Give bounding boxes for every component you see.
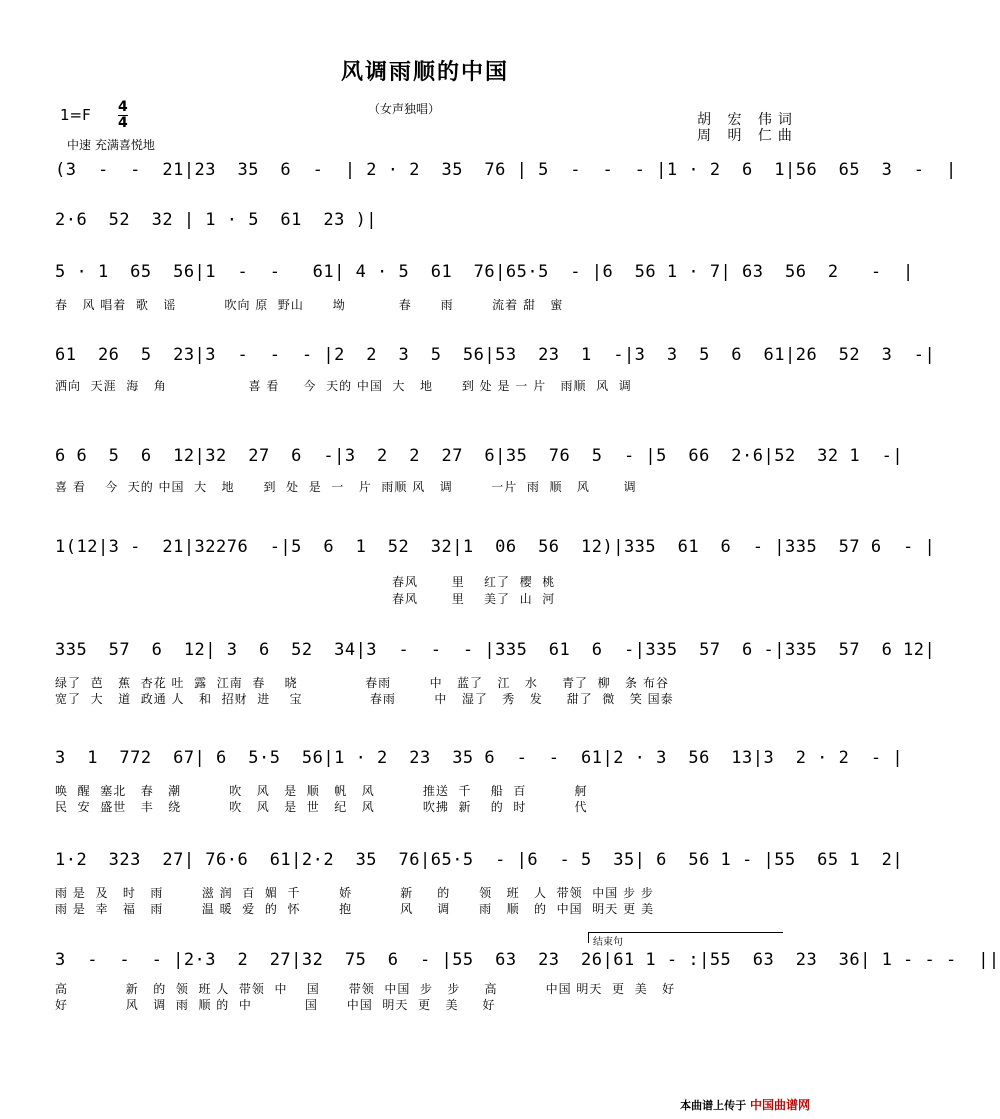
- lyric-line-9b: 雨 是 幸 福 雨 温 暖 爱 的 怀 抱 风 调 雨 顺 的 中国 明天 更 美: [55, 902, 654, 916]
- score-line-9: 1·2 323 27| 76·6 61|2·2 35 76|65·5 - |6 - 5 35| 6 56 1 - |55 65 1 2|: [55, 850, 904, 870]
- lyric-line-10b: 好 风 调 雨 顺 的 中 国 中国 明天 更 美 好: [55, 998, 496, 1012]
- lyric-line-7b: 宽了 大 道 政通 人 和 招财 进 宝 春雨 中 湿了 秀 发 甜了 微 笑 国泰: [55, 692, 674, 706]
- tempo-marking: 中速 充满喜悦地: [67, 138, 155, 152]
- time-signature: [118, 100, 128, 131]
- key-signature: 1=F: [60, 106, 91, 124]
- score-line-1: (3 - - 21|23 35 6 - | 2 · 2 35 76 | 5 - - - |1 · 2 6 1|56 65 3 - |: [55, 160, 957, 180]
- lyricist-credit: 胡 宏 伟词: [697, 112, 798, 128]
- footer-brand-logo[interactable]: 中国曲谱网: [749, 1098, 810, 1112]
- score-line-5: 6 6 5 6 12|32 27 6 -|3 2 2 27 6|35 76 5 - |5 66 2·6|52 32 1 -|: [55, 446, 904, 466]
- time-signature-bottom: 4: [118, 115, 128, 131]
- lyric-line-10a: 高 新 的 领 班 人 带领 中 国 带领 中国 步 步 高 中国 明天 更 美 好: [55, 982, 676, 996]
- lyric-line-4a: 洒向 天涯 海 角 喜 看 今 天的 中国 大 地 到 处 是 一 片 雨顺 风 调: [55, 379, 632, 393]
- lyric-line-8a: 唤 醒 塞北 春 潮 吹 风 是 顺 帆 风 推送 千 船 百 舸: [55, 784, 588, 798]
- lyric-line-9a: 雨 是 及 时 雨 滋 润 百 媚 千 娇 新 的 领 班 人 带领 中国 步 步: [55, 886, 654, 900]
- lyric-line-3a: 春 风 唱着 歌 谣 吹向 原 野山 坳 春 雨 流着 甜 蜜: [55, 298, 564, 312]
- lyric-line-6a: 春风 里 红了 樱 桃: [55, 575, 556, 589]
- lyric-line-7a: 绿了 芭 蕉 杏花 吐 露 江南 春 晓 春雨 中 蓝了 江 水 青了 柳 条 布谷: [55, 676, 669, 690]
- composer-credit: 周 明 仁曲: [697, 128, 798, 144]
- lyric-line-5a: 喜 看 今 天的 中国 大 地 到 处 是 一 片 雨顺 风 调 一片 雨 顺 风 调: [55, 480, 637, 494]
- time-signature-top: 4: [118, 99, 128, 115]
- lyric-line-6b: 春风 里 美了 山 河: [55, 592, 556, 606]
- score-line-7: 335 57 6 12| 3 6 52 34|3 - - - |335 61 6 -|335 57 6 -|335 57 6 12|: [55, 640, 936, 660]
- subtitle: （女声独唱）: [368, 102, 441, 116]
- credits: [697, 112, 798, 144]
- score-line-8: 3 1 772 67| 6 5·5 56|1 · 2 23 35 6 - - 61|2 · 3 56 13|3 2 · 2 - |: [55, 748, 904, 768]
- score-line-2: 2·6 52 32 | 1 · 5 61 23 )|: [55, 210, 378, 230]
- lyric-line-8b: 民 安 盛世 丰 绕 吹 风 是 世 纪 风 吹拂 新 的 时 代: [55, 800, 588, 814]
- footer-text: 本曲谱上传于: [680, 1099, 747, 1112]
- page-title: 风调雨顺的中国: [340, 60, 509, 85]
- footer: [680, 1096, 810, 1113]
- ending-bracket: 结束句: [588, 932, 783, 943]
- score-line-3: 5 · 1 65 56|1 - - 61| 4 · 5 61 76|65·5 - |6 56 1 · 7| 63 56 2 - |: [55, 262, 914, 282]
- score-line-6: 1(12|3 - 21|32276 -|5 6 1 52 32|1 06 56 12)|335 61 6 - |335 57 6 - |: [55, 537, 936, 557]
- score-line-4: 61 26 5 23|3 - - - |2 2 3 5 56|53 23 1 -|3 3 5 6 61|26 52 3 -|: [55, 345, 936, 365]
- score-line-10: 3 - - - |2·3 2 27|32 75 6 - |55 63 23 26|61 1 - :|55 63 23 36| 1 - - - ||: [55, 950, 1000, 970]
